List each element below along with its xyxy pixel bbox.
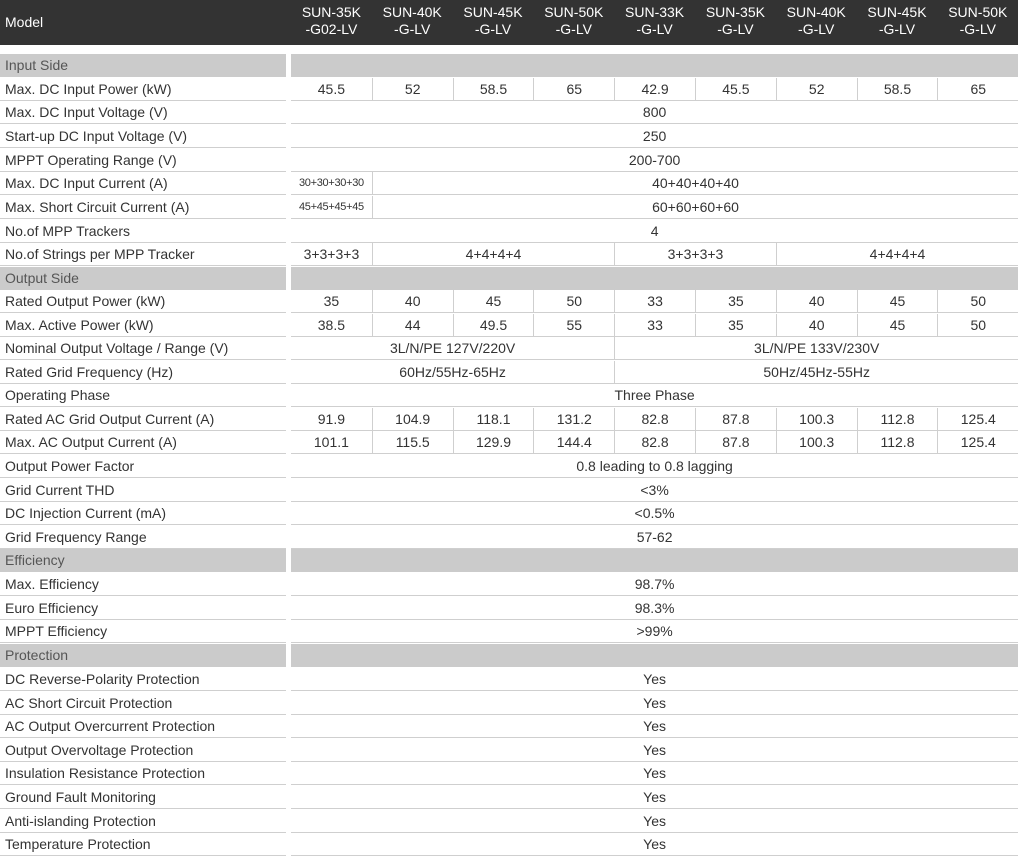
value-cell: 33 <box>614 290 695 313</box>
value-cell: 100.3 <box>776 408 857 431</box>
row-label: No.of MPP Trackers <box>0 220 286 243</box>
model-name-line: -G02-LV <box>305 21 358 37</box>
value-cell: 100.3 <box>776 431 857 454</box>
value-cell: <0.5% <box>291 502 1018 525</box>
section-title: Input Side <box>0 54 286 77</box>
model-name-line: -G-LV <box>394 21 431 37</box>
table-row <box>0 243 1018 267</box>
value-cell: Yes <box>291 810 1018 833</box>
row-label: Max. DC Input Voltage (V) <box>0 101 286 124</box>
value-cell: 118.1 <box>453 408 534 431</box>
row-label: Temperature Protection <box>0 833 286 856</box>
value-cell: 250 <box>291 125 1018 148</box>
value-cell: 115.5 <box>372 431 453 454</box>
value-cell: 38.5 <box>291 314 372 337</box>
row-label: Max. DC Input Power (kW) <box>0 78 286 101</box>
value-cell: 3+3+3+3 <box>614 243 776 266</box>
model-name-line: SUN-35K <box>705 4 765 20</box>
value-cell: 40 <box>372 290 453 313</box>
value-cell: 30+30+30+30 <box>291 172 372 195</box>
value-cell: 3L/N/PE 133V/230V <box>614 337 1018 360</box>
table-row <box>0 833 1018 857</box>
value-cell: 112.8 <box>857 431 938 454</box>
value-cell: <3% <box>291 479 1018 502</box>
value-cell: 200-700 <box>291 149 1018 172</box>
table-row <box>0 78 1018 102</box>
value-cell: 45 <box>857 314 938 337</box>
model-name-line: SUN-40K <box>786 4 846 20</box>
section-header-row <box>0 644 1018 668</box>
model-header-label: Model <box>5 14 44 30</box>
table-row <box>0 597 1018 621</box>
value-cell: 87.8 <box>695 408 776 431</box>
model-name-line: -G-LV <box>636 21 673 37</box>
row-label: Start-up DC Input Voltage (V) <box>0 125 286 148</box>
value-cell: 4+4+4+4 <box>372 243 614 266</box>
value-cell: 0.8 leading to 0.8 lagging <box>291 455 1018 478</box>
table-row <box>0 455 1018 479</box>
row-label: Anti-islanding Protection <box>0 810 286 833</box>
value-cell: 131.2 <box>533 408 614 431</box>
section-header-row <box>0 267 1018 291</box>
value-cell: Yes <box>291 833 1018 856</box>
value-cell: 129.9 <box>453 431 534 454</box>
table-row <box>0 573 1018 597</box>
value-cell: 45+45+45+45 <box>291 196 372 219</box>
value-cell: 44 <box>372 314 453 337</box>
value-cell: 87.8 <box>695 431 776 454</box>
table-header <box>0 0 1018 45</box>
value-cell: Yes <box>291 668 1018 691</box>
model-name-line: SUN-45K <box>463 4 523 20</box>
model-name-line: SUN-45K <box>867 4 927 20</box>
value-cell: 98.7% <box>291 573 1018 596</box>
value-cell: 144.4 <box>533 431 614 454</box>
section-title: Efficiency <box>0 549 286 572</box>
table-row <box>0 101 1018 125</box>
row-label: Output Power Factor <box>0 455 286 478</box>
model-name-line: -G-LV <box>717 21 754 37</box>
table-row <box>0 715 1018 739</box>
value-cell: 50 <box>533 290 614 313</box>
value-cell: 98.3% <box>291 597 1018 620</box>
table-row <box>0 620 1018 644</box>
value-cell: Yes <box>291 692 1018 715</box>
section-title: Protection <box>0 644 286 667</box>
value-cell: Yes <box>291 786 1018 809</box>
row-label: No.of Strings per MPP Tracker <box>0 243 286 266</box>
value-cell: 101.1 <box>291 431 372 454</box>
row-label: Rated AC Grid Output Current (A) <box>0 408 286 431</box>
table-row <box>0 762 1018 786</box>
model-column-header <box>533 4 614 38</box>
row-label: Max. Efficiency <box>0 573 286 596</box>
row-label: AC Short Circuit Protection <box>0 692 286 715</box>
value-cell: 82.8 <box>614 408 695 431</box>
row-label: Grid Current THD <box>0 479 286 502</box>
value-cell: Three Phase <box>291 384 1018 407</box>
section-band <box>291 267 1018 290</box>
value-cell: 3+3+3+3 <box>291 243 372 266</box>
value-cell: 60+60+60+60 <box>372 196 1018 219</box>
value-cell: 65 <box>937 78 1018 101</box>
value-cell: 45 <box>857 290 938 313</box>
model-name-line: SUN-40K <box>382 4 442 20</box>
value-cell: 50 <box>937 290 1018 313</box>
value-cell: 40+40+40+40 <box>372 172 1018 195</box>
table-row <box>0 479 1018 503</box>
table-row <box>0 810 1018 834</box>
section-band <box>291 54 1018 77</box>
value-cell: 58.5 <box>857 78 938 101</box>
table-row <box>0 739 1018 763</box>
model-name-line: SUN-33K <box>625 4 685 20</box>
row-label: DC Injection Current (mA) <box>0 502 286 525</box>
value-cell: 57-62 <box>291 526 1018 549</box>
section-band <box>291 644 1018 667</box>
model-name-line: SUN-50K <box>948 4 1008 20</box>
row-label: Max. Short Circuit Current (A) <box>0 196 286 219</box>
value-cell: 42.9 <box>614 78 695 101</box>
row-label: Max. AC Output Current (A) <box>0 431 286 454</box>
model-name-line: SUN-50K <box>544 4 604 20</box>
model-column-header <box>372 4 453 38</box>
model-name-line: -G-LV <box>474 21 512 37</box>
value-cell: 82.8 <box>614 431 695 454</box>
value-cell: 4+4+4+4 <box>776 243 1018 266</box>
value-cell: 60Hz/55Hz-65Hz <box>291 361 614 384</box>
table-row <box>0 526 1018 550</box>
value-cell: 52 <box>372 78 453 101</box>
value-cell: 800 <box>291 101 1018 124</box>
row-label: Grid Frequency Range <box>0 526 286 549</box>
table-row <box>0 172 1018 196</box>
value-cell: 40 <box>776 290 857 313</box>
table-row <box>0 361 1018 385</box>
value-cell: >99% <box>291 620 1018 643</box>
value-cell: 45 <box>453 290 534 313</box>
row-label: MPPT Efficiency <box>0 620 286 643</box>
value-cell: 35 <box>695 290 776 313</box>
row-label: AC Output Overcurrent Protection <box>0 715 286 738</box>
section-title: Output Side <box>0 267 286 290</box>
table-row <box>0 692 1018 716</box>
table-row <box>0 502 1018 526</box>
value-cell: 50 <box>937 314 1018 337</box>
value-cell: 50Hz/45Hz-55Hz <box>614 361 1018 384</box>
row-label: Max. DC Input Current (A) <box>0 172 286 195</box>
model-column-header <box>614 4 695 38</box>
value-cell: 104.9 <box>372 408 453 431</box>
value-cell: 33 <box>614 314 695 337</box>
model-name-line: -G-LV <box>555 21 592 37</box>
table-row <box>0 668 1018 692</box>
table-row <box>0 314 1018 338</box>
table-row <box>0 220 1018 244</box>
table-row <box>0 786 1018 810</box>
value-cell: 45.5 <box>291 78 372 101</box>
value-cell: Yes <box>291 762 1018 785</box>
table-row <box>0 408 1018 432</box>
value-cell: 52 <box>776 78 857 101</box>
section-header-row <box>0 549 1018 573</box>
value-cell: 4 <box>291 220 1018 243</box>
table-row <box>0 431 1018 455</box>
value-cell: 35 <box>291 290 372 313</box>
model-column-header <box>937 4 1018 38</box>
model-name-line: -G-LV <box>959 21 996 37</box>
value-cell: 112.8 <box>857 408 938 431</box>
value-cell: 35 <box>695 314 776 337</box>
table-row <box>0 290 1018 314</box>
table-row <box>0 149 1018 173</box>
value-cell: Yes <box>291 715 1018 738</box>
row-label: Nominal Output Voltage / Range (V) <box>0 337 286 360</box>
row-label: Max. Active Power (kW) <box>0 314 286 337</box>
value-cell: 65 <box>533 78 614 101</box>
table-row <box>0 125 1018 149</box>
model-column-header <box>857 4 938 38</box>
section-header-row <box>0 54 1018 78</box>
table-row <box>0 384 1018 408</box>
row-label: Insulation Resistance Protection <box>0 762 286 785</box>
row-label: DC Reverse-Polarity Protection <box>0 668 286 691</box>
value-cell: 49.5 <box>453 314 534 337</box>
value-cell: 58.5 <box>453 78 534 101</box>
model-column-header <box>291 4 372 38</box>
row-label: MPPT Operating Range (V) <box>0 149 286 172</box>
value-cell: Yes <box>291 739 1018 762</box>
model-column-header <box>776 4 857 38</box>
model-name-line: SUN-35K <box>301 4 361 20</box>
value-cell: 91.9 <box>291 408 372 431</box>
row-label: Rated Output Power (kW) <box>0 290 286 313</box>
row-label: Operating Phase <box>0 384 286 407</box>
value-cell: 125.4 <box>937 431 1018 454</box>
model-name-line: -G-LV <box>878 21 916 37</box>
table-row <box>0 196 1018 220</box>
value-cell: 125.4 <box>937 408 1018 431</box>
model-name-line: -G-LV <box>798 21 835 37</box>
row-label: Output Overvoltage Protection <box>0 739 286 762</box>
section-band <box>291 549 1018 572</box>
value-cell: 55 <box>533 314 614 337</box>
model-column-header <box>453 4 534 38</box>
row-label: Ground Fault Monitoring <box>0 786 286 809</box>
value-cell: 45.5 <box>695 78 776 101</box>
value-cell: 40 <box>776 314 857 337</box>
row-label: Euro Efficiency <box>0 597 286 620</box>
row-label: Rated Grid Frequency (Hz) <box>0 361 286 384</box>
model-column-header <box>695 4 776 38</box>
value-cell: 3L/N/PE 127V/220V <box>291 337 614 360</box>
table-row <box>0 337 1018 361</box>
